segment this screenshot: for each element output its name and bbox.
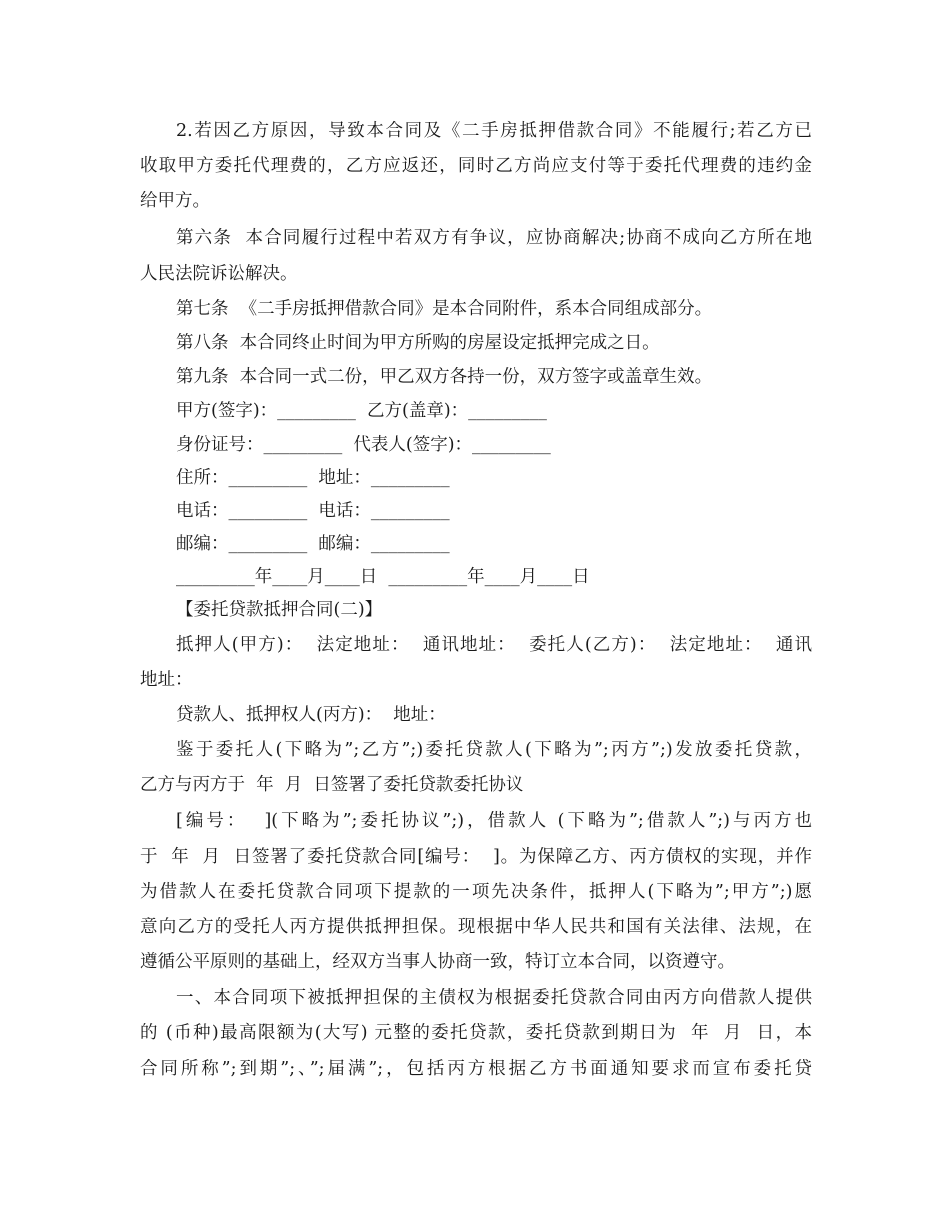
recital-line-5: 为借款人在委托贷款合同项下提款的一项先决条件，抵押人(下略为”;甲方”;)愿 — [140, 882, 812, 902]
signature-phone: 电话：_________ 电话：_________ — [176, 501, 450, 521]
signature-id-number: 身份证号：_________ 代表人(签字)：_________ — [176, 435, 551, 455]
parties-line-2: 地址： — [140, 670, 193, 690]
recital-line-1: 鉴于委托人(下略为”;乙方”;)委托贷款人(下略为”;丙方”;)发放委托贷款， — [176, 740, 812, 760]
signature-party-a-b: 甲方(签字)：_________ 乙方(盖章)：_________ — [176, 401, 547, 421]
signature-date: _________年____月____日 _________年____月____日 — [176, 567, 590, 587]
clause-5-2-line-3: 给甲方。 — [140, 191, 210, 211]
recital-line-7: 遵循公平原则的基础上，经双方当事人协商一致，特订立本合同，以资遵守。 — [140, 952, 735, 972]
signature-postcode: 邮编：_________ 邮编：_________ — [176, 534, 450, 554]
clause-1-line-2: 的 (币种)最高限额为(大写) 元整的委托贷款，委托贷款到期日为 年 月 日，本 — [140, 1023, 812, 1043]
article-7: 第七条 《二手房抵押借款合同》是本合同附件，系本合同组成部分。 — [176, 299, 713, 319]
article-8: 第八条 本合同终止时间为甲方所购的房屋设定抵押完成之日。 — [176, 333, 660, 353]
article-6-line-2: 人民法院诉讼解决。 — [140, 264, 298, 284]
article-9: 第九条 本合同一式二份，甲乙双方各持一份，双方签字或盖章生效。 — [176, 367, 713, 387]
clause-1-line-3: 合同所称”;到期”;、”;届满”;，包括丙方根据乙方书面通知要求而宣布委托贷 — [140, 1059, 812, 1079]
lender-line: 贷款人、抵押权人(丙方)： 地址： — [176, 705, 446, 725]
clause-5-2-line-2: 收取甲方委托代理费的，乙方应返还，同时乙方尚应支付等于委托代理费的违约金 — [140, 156, 812, 176]
signature-residence: 住所：_________ 地址：_________ — [176, 468, 450, 488]
clause-1-line-1: 一、本合同项下被抵押担保的主债权为根据委托贷款合同由丙方向借款人提供 — [176, 988, 812, 1008]
section-title: 【委托贷款抵押合同(二)】 — [176, 600, 383, 620]
recital-line-2: 乙方与丙方于 年 月 日签署了委托贷款委托协议 — [140, 775, 524, 795]
parties-line-1: 抵押人(甲方)： 法定地址： 通讯地址： 委托人(乙方)： 法定地址： 通讯 — [176, 635, 812, 655]
article-6-line-1: 第六条 本合同履行过程中若双方有争议，应协商解决;协商不成向乙方所在地 — [176, 228, 812, 248]
recital-line-3: [编号： ](下略为”;委托协议”;)，借款人 (下略为”;借款人”;)与丙方也 — [176, 811, 812, 831]
recital-line-6: 意向乙方的受托人丙方提供抵押担保。现根据中华人民共和国有关法律、法规，在 — [140, 917, 812, 937]
recital-line-4: 于 年 月 日签署了委托贷款合同[编号： ]。为保障乙方、丙方债权的实现，并作 — [140, 847, 812, 867]
clause-5-2-line-1: 2.若因乙方原因，导致本合同及《二手房抵押借款合同》不能履行;若乙方已 — [176, 121, 812, 141]
